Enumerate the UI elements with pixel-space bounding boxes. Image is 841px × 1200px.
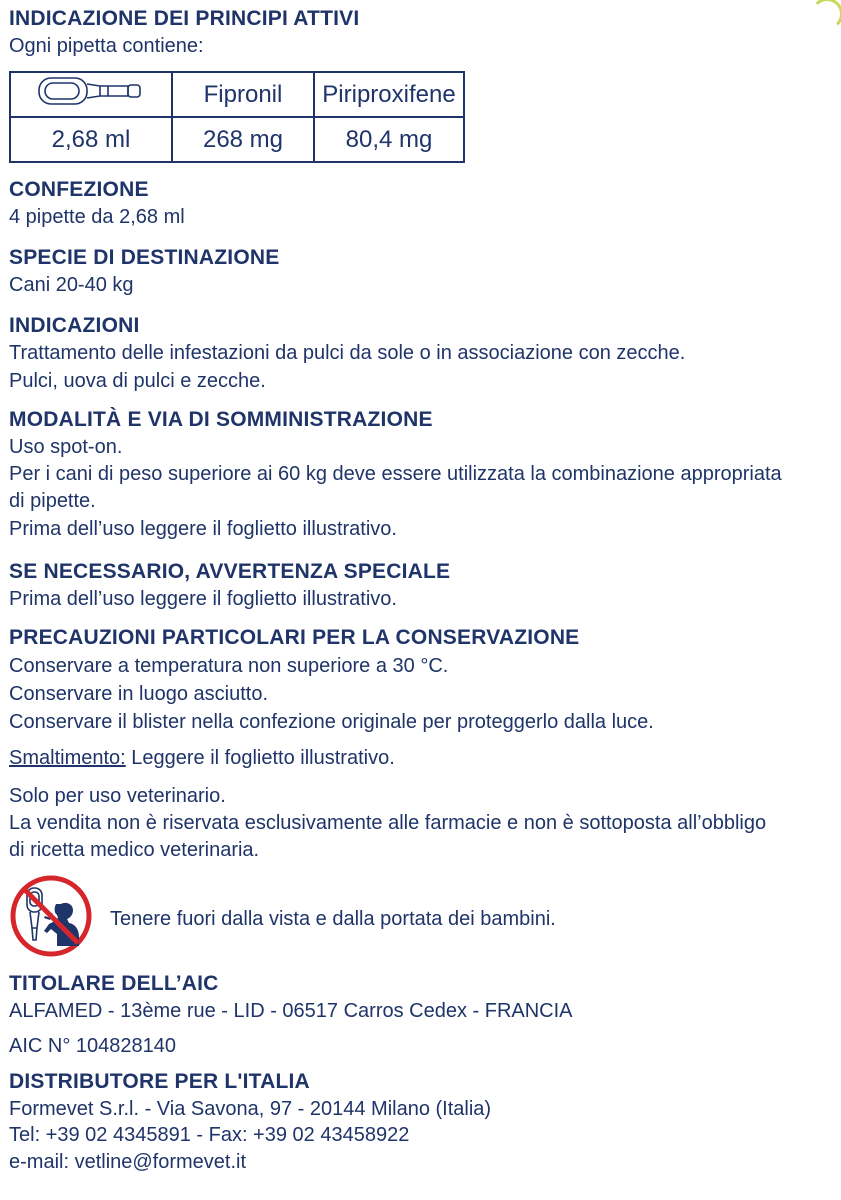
- disposal-row: [9, 747, 395, 770]
- warning-text: Prima dell’uso leggere il foglietto illustrativo.: [9, 588, 397, 610]
- storage-line: Conservare il blister nella confezione originale per proteggerlo dalla luce.: [9, 711, 654, 733]
- indications-line: Pulci, uova di pulci e zecche.: [9, 370, 266, 392]
- aic-number: AIC N° 104828140: [9, 1035, 177, 1057]
- distributor-heading: DISTRIBUTORE PER L'ITALIA: [9, 1070, 310, 1093]
- table-cell-fipronil: 268 mg: [172, 117, 314, 162]
- table-header-piriproxifene: Piriproxifene: [314, 72, 464, 117]
- table-header-fipronil: Fipronil: [172, 72, 314, 117]
- children-warning-text: Tenere fuori dalla vista e dalla portata dei bambini.: [110, 908, 556, 930]
- keep-away-from-children-icon: [9, 874, 93, 958]
- warning-heading: SE NECESSARIO, AVVERTENZA SPECIALE: [9, 560, 451, 583]
- species-heading: SPECIE DI DESTINAZIONE: [9, 246, 280, 269]
- table-cell-piriproxifene: 80,4 mg: [314, 117, 464, 162]
- holder-heading: TITOLARE DELL’AIC: [9, 972, 219, 995]
- pipette-icon: [36, 74, 146, 108]
- distributor-email: e-mail: vetline@formevet.it: [9, 1151, 247, 1173]
- active-heading: INDICAZIONE DEI PRINCIPI ATTIVI: [9, 7, 360, 30]
- ingredients-table: [9, 71, 465, 163]
- package-heading: CONFEZIONE: [9, 178, 149, 201]
- disposal-label: Smaltimento:: [9, 747, 126, 769]
- pipette-cell: [10, 72, 172, 117]
- table-cell-volume: 2,68 ml: [10, 117, 172, 162]
- indications-line: Trattamento delle infestazioni da pulci da sole o in associazione con zecche.: [9, 342, 686, 364]
- distributor-address: Formevet S.r.l. - Via Savona, 97 - 20144 Milano (Italia): [9, 1098, 492, 1120]
- storage-heading: PRECAUZIONI PARTICOLARI PER LA CONSERVAZIONE: [9, 626, 580, 649]
- storage-line: Conservare in luogo asciutto.: [9, 683, 269, 705]
- holder-text: ALFAMED - 13ème rue - LID - 06517 Carros Cedex - FRANCIA: [9, 1000, 573, 1022]
- storage-line: Conservare a temperatura non superiore a 30 °C.: [9, 655, 449, 677]
- administration-line: Per i cani di peso superiore ai 60 kg deve essere utilizzata la combinazione appropriata: [9, 463, 782, 485]
- veterinary-line: La vendita non è riservata esclusivamente alle farmacie e non è sottoposta all’obbligo: [9, 812, 767, 834]
- corner-decoration: [811, 0, 841, 30]
- administration-heading: MODALITÀ E VIA DI SOMMINISTRAZIONE: [9, 408, 433, 431]
- disposal-text: Leggere il foglietto illustrativo.: [125, 747, 395, 769]
- distributor-phone: Tel: +39 02 4345891 - Fax: +39 02 43458922: [9, 1124, 410, 1146]
- active-intro: Ogni pipetta contiene:: [9, 35, 204, 57]
- indications-heading: INDICAZIONI: [9, 314, 140, 337]
- veterinary-line: di ricetta medico veterinaria.: [9, 839, 260, 861]
- table-header-row: [10, 72, 464, 117]
- veterinary-line: Solo per uso veterinario.: [9, 785, 226, 807]
- species-text: Cani 20-40 kg: [9, 274, 134, 296]
- administration-line: di pipette.: [9, 490, 96, 512]
- administration-line: Uso spot-on.: [9, 436, 123, 458]
- administration-line: Prima dell’uso leggere il foglietto illustrativo.: [9, 518, 397, 540]
- package-text: 4 pipette da 2,68 ml: [9, 206, 185, 228]
- table-row: [10, 117, 464, 162]
